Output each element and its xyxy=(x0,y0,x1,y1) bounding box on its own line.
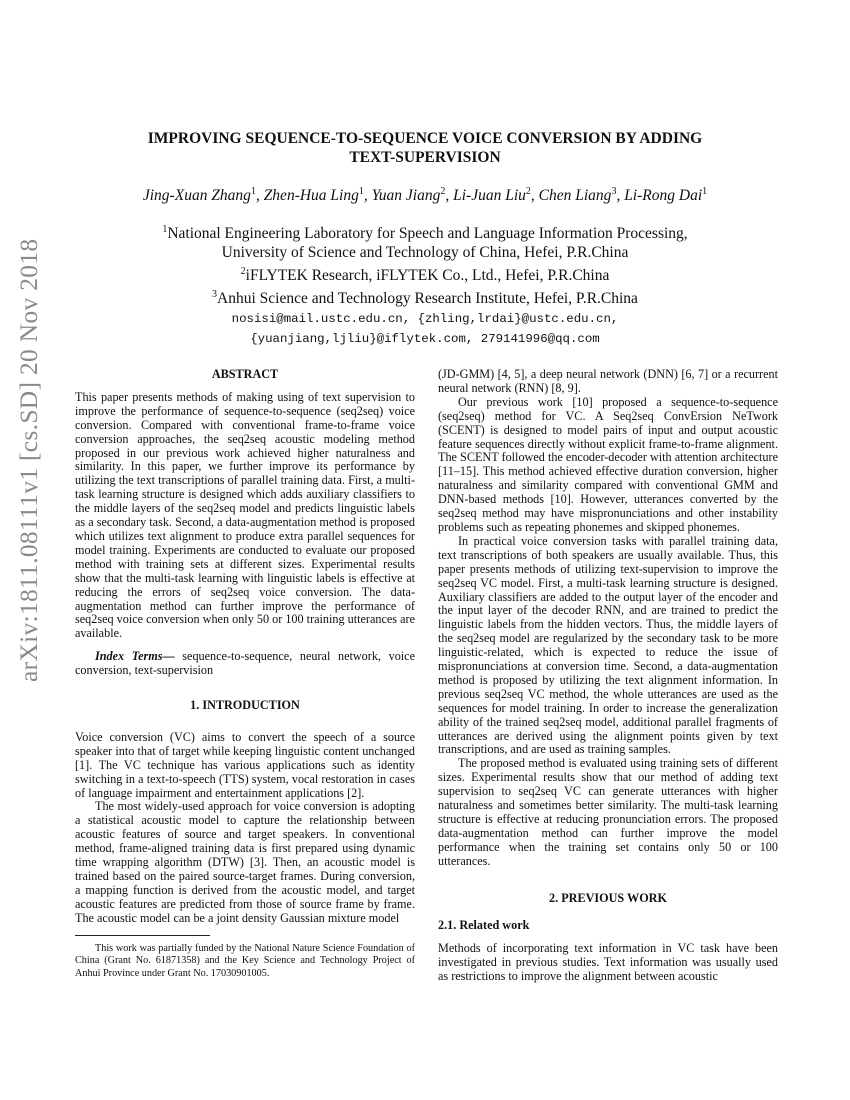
affiliation-3 xyxy=(90,285,760,308)
right-paragraph-2: Our previous work [10] proposed a sequence-to-sequence (seq2seq) method for VC. A Seq2seq ConvErsion NeTwork (SCENT) is designed to model pairs of input and output acoustic feature sequences directly without explicit frame-to-frame alignment. The SCENT followed the encoder-decoder with attention architecture [11–15]. This method achieved effective duration conversion, higher naturalness and similarity compared with conventional GMM and DNN-based methods [10]. However, utterances converted by the seq2seq method may have mispronunciations and other instability problems such as repeating phonemes and skipped phonemes. xyxy=(438,394,778,534)
author-separator: , xyxy=(616,187,625,205)
index-terms-label: Index Terms— xyxy=(95,649,175,664)
footnote-divider xyxy=(75,935,210,936)
author-name: Zhen-Hua Ling xyxy=(263,187,359,205)
index-terms xyxy=(75,650,415,678)
intro-paragraph-2: The most widely-used approach for voice conversion is adopting a statistical acoustic model to capture the relationship between acoustic features of source and target speakers. In conventional method, frame-aligned training data is first prepared using dynamic time wrapping algorithm (DTW) [3]. Then, an acoustic model is trained based on the paired source-target frames. During conversion, a mapping function is derived from the acoustic model, and target acoustic features are predicted from those of source frame by frame. The acoustic model can be a joint density Gaussian mixture model xyxy=(75,799,415,925)
right-paragraph-1: (JD-GMM) [4, 5], a deep neural network (DNN) [6, 7] or a recurrent neural network (RNN) [8, 9]. xyxy=(438,367,778,395)
title-line-2: TEXT-SUPERVISION xyxy=(349,149,501,166)
right-column xyxy=(438,368,778,984)
intro-paragraph-1: Voice conversion (VC) aims to convert the speech of a source speaker into that of target while keeping linguistic content unchanged [1]. The VC technique has various applications such as identity switching in a text-to-speech (TTS) system, vocal restoration in cases of language impairment and entertainment applications [2]. xyxy=(75,729,415,800)
author-name: Li-Juan Liu xyxy=(453,187,526,205)
author-name: Chen Liang xyxy=(538,187,612,205)
title-line-1: IMPROVING SEQUENCE-TO-SEQUENCE VOICE CONVERSION BY ADDING xyxy=(147,130,703,147)
author-affiliation-marker: 1 xyxy=(358,186,364,197)
author-separator: , xyxy=(445,187,454,205)
affiliations xyxy=(90,220,760,349)
email-line-2: {yuanjiang,ljliu}@iflytek.com, 279141996@qq.com xyxy=(250,332,600,347)
left-column xyxy=(75,368,415,980)
author-separator: , xyxy=(530,187,539,205)
affiliation-1-line-1 xyxy=(90,220,760,243)
funding-footnote: This work was partially funded by the National Nature Science Foundation of China (Grant No. 61871358) and the Key Science and Technology Project of Anhui Province under Grant No. 17030901005. xyxy=(75,942,415,979)
author-affiliation-marker: 1 xyxy=(250,186,256,197)
author-name: Jing-Xuan Zhang xyxy=(142,187,251,205)
affiliation-2 xyxy=(90,262,760,285)
author-separator: , xyxy=(255,187,264,205)
right-paragraph-4: The proposed method is evaluated using training sets of different sizes. Experimental results show that our method of adding text supervision to seq2seq VC can generate utterances with higher naturalness and sometimes better similarity. The multi-task learning structure is effective at reducing pronunciation errors. The proposed data-augmentation method can further improve the model performance when the training set contains only 50 or 100 utterances. xyxy=(438,756,778,868)
author-affiliation-marker: 1 xyxy=(702,186,708,197)
email-line-1: nosisi@mail.ustc.edu.cn, {zhling,lrdai}@ustc.edu.cn, xyxy=(231,312,619,327)
affiliation-3-text: Anhui Science and Technology Research Institute, Hefei, P.R.China xyxy=(217,290,638,308)
introduction-heading: 1. INTRODUCTION xyxy=(190,698,300,713)
affiliation-2-marker: 2 xyxy=(240,266,246,278)
affiliation-1-marker: 1 xyxy=(162,224,168,235)
author-name: Li-Rong Dai xyxy=(624,187,703,205)
related-work-paragraph: Methods of incorporating text information in VC task have been investigated in previous studies. Text information was usually used as restrictions to improve the alignment between acoustic xyxy=(438,941,778,984)
affiliation-1-line-2: University of Science and Technology of China, Hefei, P.R.China xyxy=(221,244,629,262)
related-work-heading: 2.1. Related work xyxy=(438,917,530,932)
author-list xyxy=(90,182,760,206)
abstract-text: This paper presents methods of making using of text supervision to improve the performance of sequence-to-sequence (seq2seq) voice conversion. Compared with conventional frame-to-frame voice conversion approaches, the seq2seq acoustic modeling method proposed in our previous work achieved higher naturalness and similarity. In this paper, we further improve its performance by utilizing the text transcriptions of parallel training data. First, a multi-task learning structure is designed which adds auxiliary classifiers to the middle layers of the seq2seq model and predicts linguistic labels as a secondary task. Second, a data-augmentation method is proposed which utilizes text alignment to produce extra parallel sequences for model training. Experiments are conducted to evaluate our proposed method with training sets at different sizes. Experimental results show that the multi-task learning with linguistic labels is effective at reducing the errors of seq2seq voice conversion. The data-augmentation method can further improve the performance of seq2seq voice conversion when only 50 or 100 training utterances are available. xyxy=(75,389,415,641)
paper-title xyxy=(90,129,760,167)
affiliation-1-text: National Engineering Laboratory for Speech and Language Information Processing, xyxy=(167,225,688,243)
previous-work-heading: 2. PREVIOUS WORK xyxy=(549,890,667,905)
author-separator: , xyxy=(363,187,372,205)
abstract-heading: ABSTRACT xyxy=(211,367,279,381)
author-affiliation-marker: 2 xyxy=(440,186,446,197)
author-emails xyxy=(90,309,760,349)
arxiv-identifier: arXiv:1811.08111v1 [cs.SD] 20 Nov 2018 xyxy=(14,238,43,682)
index-terms-text: sequence-to-sequence, neural network, voice conversion, text-supervision xyxy=(75,649,416,678)
author-name: Yuan Jiang xyxy=(371,187,441,205)
author-affiliation-marker: 3 xyxy=(611,186,617,197)
affiliation-2-text: iFLYTEK Research, iFLYTEK Co., Ltd., Hefei, P.R.China xyxy=(245,267,610,285)
affiliation-3-marker: 3 xyxy=(212,289,218,301)
author-affiliation-marker: 2 xyxy=(525,186,531,197)
right-paragraph-3: In practical voice conversion tasks with parallel training data, text transcriptions of both speakers are usually available. Thus, this paper presents methods of utilizing text-supervision to improve the seq2seq VC model. First, a multi-task learning structure is designed. Auxiliary classifiers are added to the output layer of the encoder and the input layer of the decoder RNN, and are trained to predict the linguistic labels from the hidden vectors. Thus, the middle layers of the seq2seq model are regularized by the secondary task to be more linguistic-related, which is expected to reduce the issue of mispronunciations at conversion time. Second, a data-augmentation method is proposed by utilizing the text alignment information. In previous seq2seq VC method, the whole utterances are used as the sequences for model training. In order to increase the generalization ability of the trained seq2seq model, additional parallel fragments of utterances are derived using the alignment points given by text transcriptions, and are used as training samples. xyxy=(438,533,778,757)
